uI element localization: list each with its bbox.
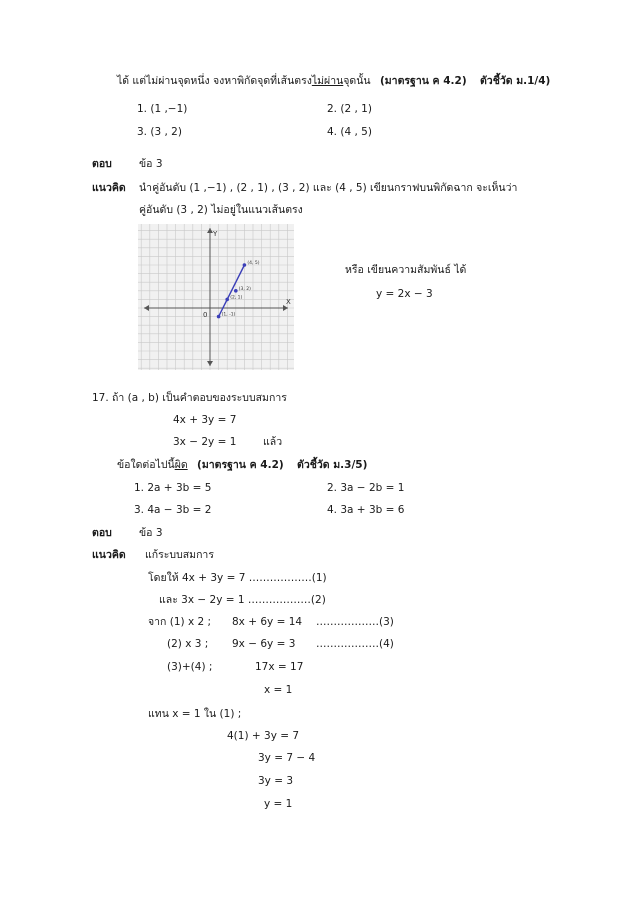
q17-sub-line: แทน x = 1 ใน (1) ;: [148, 708, 242, 720]
q17-work-2-eq: 9x − 6y = 3: [232, 638, 296, 650]
q17-answer-label: ตอบ: [92, 527, 112, 539]
q17-answer-value: ข้อ 3: [139, 527, 163, 539]
plot-point: [243, 263, 247, 267]
q16-indicator: ตัวชี้วัด ม.1/4): [479, 75, 551, 87]
q17-and-line: และ 3x − 2y = 1 ………………(2): [159, 594, 326, 606]
q16-choice-2: 2. (2 , 1): [327, 103, 372, 115]
q16-answer-value: ข้อ 3: [139, 158, 163, 170]
q17-work-1-label: จาก (1) x 2 ;: [148, 616, 212, 628]
q16-method-line2: คู่อันดับ (3 , 2) ไม่อยู่ในแนวเส้นตรง: [139, 204, 303, 216]
q17-indicator: ตัวชี้วัด ม.3/5): [297, 459, 368, 471]
q16-intro-a: ได้ แต่ไม่ผ่านจุดหนึ่ง จงหาพิกัดจุดที่เส้นตรง: [117, 75, 312, 87]
q17-ask-a: ข้อใดต่อไปนี้: [117, 459, 175, 471]
x-axis-label: X: [286, 298, 291, 306]
point-label: (2, 1): [230, 295, 243, 301]
q17-let-line: โดยให้ 4x + 3y = 7 ………………(1): [148, 572, 327, 584]
q17-work-1-eq: 8x + 6y = 14: [232, 616, 303, 628]
graph-svg: [138, 224, 294, 370]
q17-sub-step-3: 3y = 3: [258, 775, 294, 787]
q17-x-result: x = 1: [264, 684, 293, 696]
q17-sub-step-2: 3y = 7 − 4: [258, 752, 316, 764]
q17-method-label: แนวคิด: [92, 549, 126, 561]
point-label: (1, -1): [221, 312, 236, 318]
q17-then: แล้ว: [263, 436, 283, 448]
q17-sub-step-1: 4(1) + 3y = 7: [227, 730, 300, 742]
q16-method-label: แนวคิด: [92, 182, 126, 194]
q17-work-3-eq: 17x = 17: [255, 661, 304, 673]
q17-work-1-tag: ………………(3): [316, 616, 394, 628]
q17-standard: (มาตรฐาน ค 4.2): [197, 459, 284, 471]
point-label: (4, 5): [247, 261, 260, 266]
q17-work-2-tag: ………………(4): [316, 638, 394, 650]
q17-question: 17. ถ้า (a , b) เป็นคำตอบของระบบสมการ: [92, 392, 287, 404]
q17-choice-2: 2. 3a − 2b = 1: [327, 482, 405, 494]
q16-relation: y = 2x − 3: [376, 288, 433, 300]
q17-choice-3: 3. 4a − 3b = 2: [134, 504, 212, 516]
point-label: (3, 2): [238, 286, 251, 292]
q17-work-3-label: (3)+(4) ;: [167, 661, 213, 673]
plot-point: [234, 289, 238, 293]
q17-work-2-label: (2) x 3 ;: [167, 638, 209, 650]
y-axis-label: Y: [213, 230, 218, 238]
plot-point: [217, 315, 221, 319]
q17-ask-wrong: ผิด: [174, 459, 188, 471]
q16-method-line1: นำคู่อันดับ (1 ,−1) , (2 , 1) , (3 , 2) และ (4 , 5) เขียนกราฟบนพิกัดฉาก จะเห็นว่า: [139, 182, 518, 194]
q16-intro-underlined: ไม่ผ่าน: [311, 75, 344, 87]
origin-label: 0: [203, 311, 208, 319]
coordinate-graph: [138, 224, 294, 370]
q16-standard: (มาตรฐาน ค 4.2): [379, 75, 467, 87]
q17-eq2: 3x − 2y = 1: [173, 436, 237, 448]
q16-alt-text: หรือ เขียนความสัมพันธ์ ได้: [345, 264, 467, 276]
q16-intro: [117, 75, 550, 88]
x-axis-arrow-left: [144, 305, 149, 311]
q17-choice-1: 1. 2a + 3b = 5: [134, 482, 212, 494]
q17-choice-4: 4. 3a + 3b = 6: [327, 504, 405, 516]
q17-ask: [117, 459, 367, 472]
q17-method-intro: แก้ระบบสมการ: [145, 549, 214, 561]
q16-answer-label: ตอบ: [92, 158, 112, 170]
q16-choice-1: 1. (1 ,−1): [137, 103, 188, 115]
plot-point: [225, 298, 229, 302]
q17-sub-step-4: y = 1: [264, 798, 293, 810]
y-axis-arrow-down: [207, 361, 213, 366]
q16-intro-c: จุดนั้น: [343, 75, 371, 87]
q17-eq1: 4x + 3y = 7: [173, 414, 237, 426]
q16-choice-3: 3. (3 , 2): [137, 126, 182, 138]
q16-choice-4: 4. (4 , 5): [327, 126, 372, 138]
